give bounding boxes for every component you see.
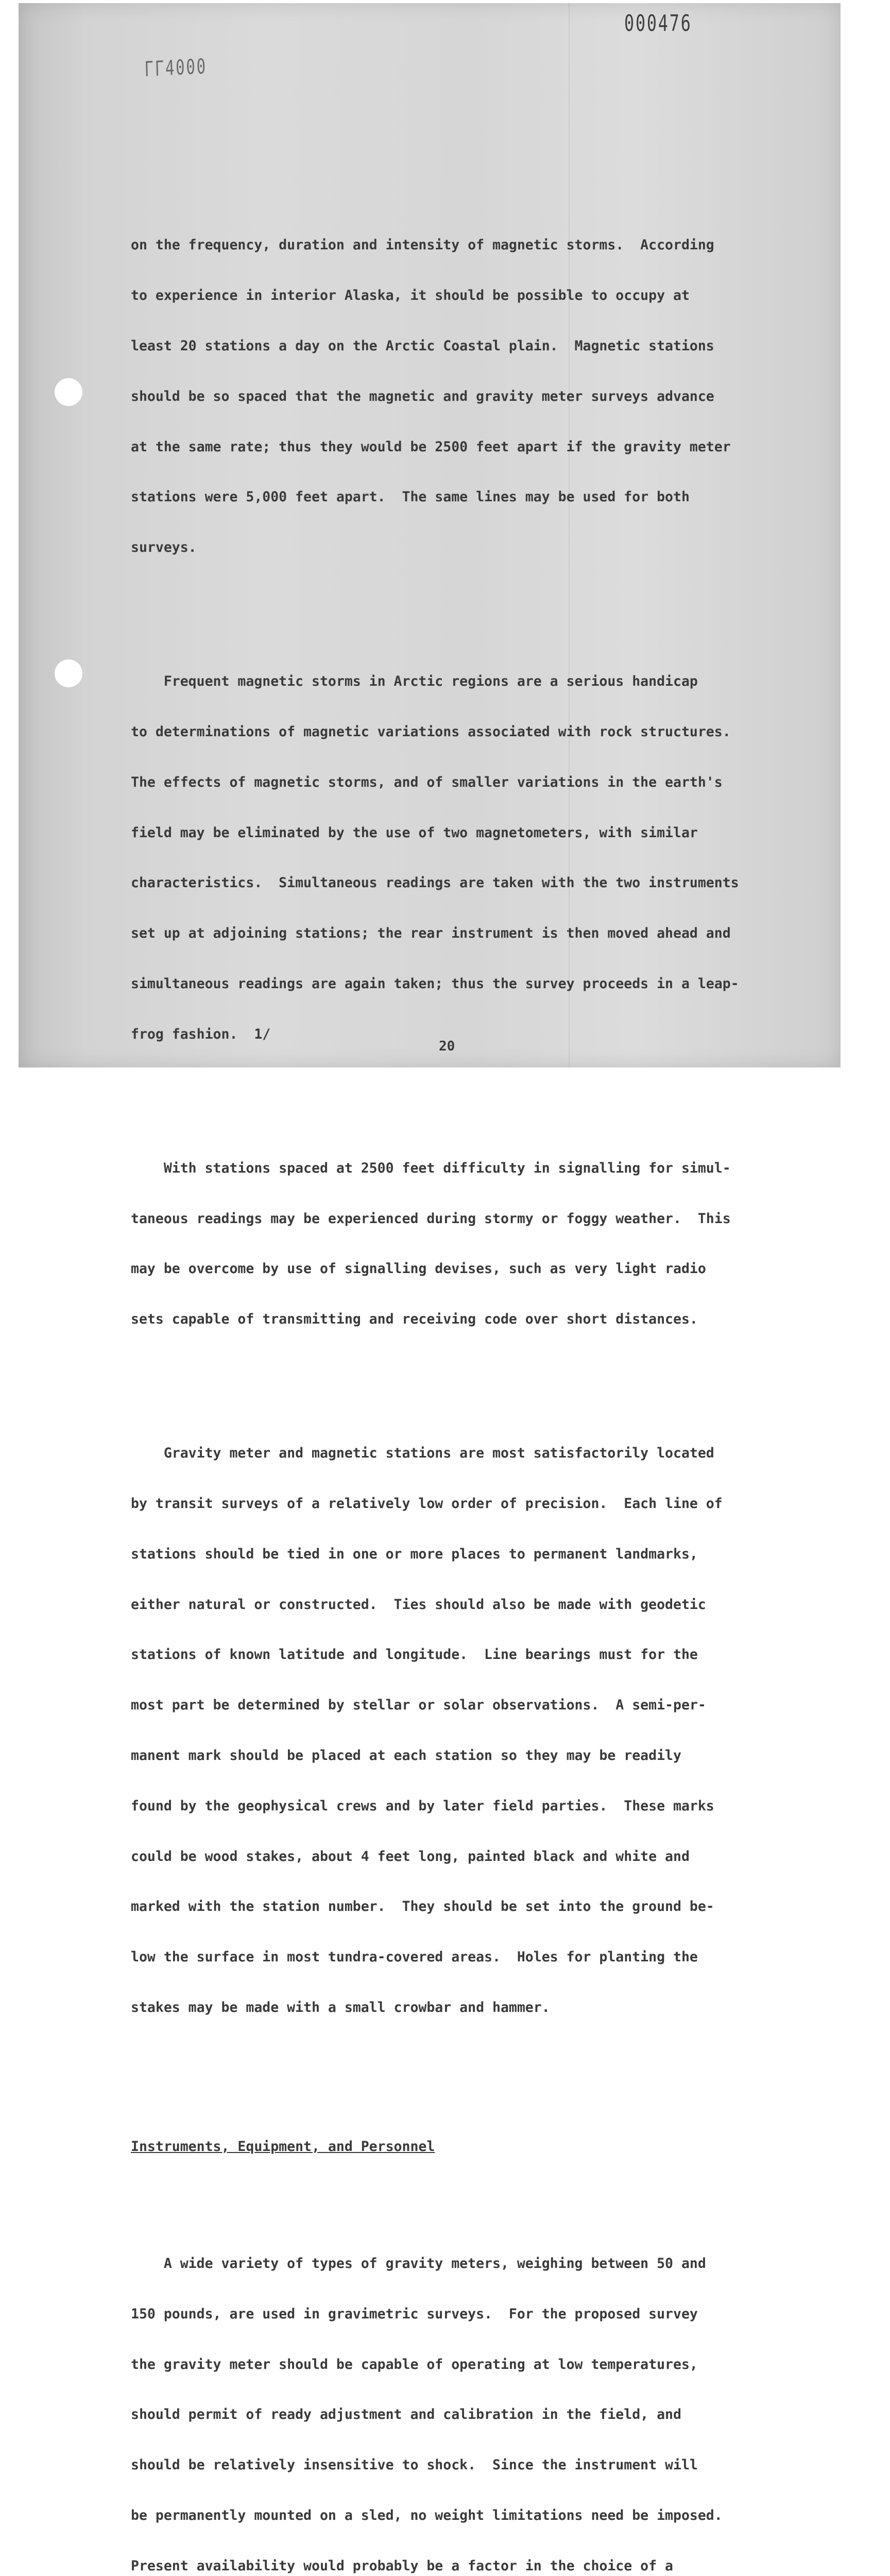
text-line: by transit surveys of a relatively low order of precision. Each line of <box>131 1496 723 1512</box>
text-line: set up at adjoining stations; the rear instrument is then moved ahead and <box>131 925 731 942</box>
text-line: on the frequency, duration and intensity of magnetic storms. According <box>131 237 714 253</box>
text-line: surveys. <box>131 539 197 556</box>
text-line: least 20 stations a day on the Arctic Coastal plain. Magnetic stations <box>131 337 714 354</box>
text-line: Present availability would probably be a factor in the choice of a <box>131 2557 673 2574</box>
text-line: Gravity meter and magnetic stations are most satisfactorily located <box>131 1445 714 1462</box>
text-line: simultaneous readings are again taken; thus the survey proceeds in a leap- <box>131 975 739 992</box>
punch-hole <box>55 659 82 687</box>
text-line: Frequent magnetic storms in Arctic regions are a serious handicap <box>131 673 698 690</box>
text-line: to determinations of magnetic variations associated with rock structures. <box>131 724 731 740</box>
section-heading: Instruments, Equipment, and Personnel <box>131 2138 435 2155</box>
text-line: 150 pounds, are used in gravimetric surveys. For the proposed survey <box>131 2306 698 2322</box>
paragraph-3 <box>131 1127 800 1362</box>
text-line: could be wood stakes, about 4 feet long, painted black and white and <box>131 1848 690 1865</box>
text-line: stakes may be made with a small crowbar and hammer. <box>131 1999 550 2015</box>
text-line: to experience in interior Alaska, it should be possible to occupy at <box>131 287 690 304</box>
paragraph-5 <box>131 2222 800 2576</box>
text-line: sets capable of transmitting and receiving code over short distances. <box>131 1311 698 1328</box>
text-line: stations of known latitude and longitude. Line bearings must for the <box>131 1647 698 1663</box>
text-line: at the same rate; thus they would be 2500 feet apart if the gravity meter <box>131 438 731 455</box>
text-line: frog fashion. 1/ <box>131 1026 271 1042</box>
text-line: should permit of ready adjustment and calibration in the field, and <box>131 2406 681 2423</box>
paragraph-2 <box>131 640 800 1076</box>
text-line: may be overcome by use of signalling devises, such as very light radio <box>131 1261 706 1277</box>
text-line: be permanently mounted on a sled, no weight limitations need be imposed. <box>131 2507 723 2523</box>
text-line: the gravity meter should be capable of operating at low temperatures, <box>131 2356 698 2372</box>
text-line: field may be eliminated by the use of two magnetometers, with similar <box>131 824 698 841</box>
text-line: With stations spaced at 2500 feet difficulty in signalling for simul- <box>131 1160 731 1176</box>
text-line: should be relatively insensitive to shock. Since the instrument will <box>131 2457 698 2473</box>
text-line: found by the geophysical crews and by later field parties. These marks <box>131 1798 714 1814</box>
text-line: marked with the station number. They should be set into the ground be- <box>131 1899 714 1915</box>
text-line: The effects of magnetic storms, and of smaller variations in the earth's <box>131 774 723 790</box>
punch-hole <box>55 378 82 406</box>
text-line: manent mark should be placed at each station so they may be readily <box>131 1748 681 1764</box>
text-line: either natural or constructed. Ties should also be made with geodetic <box>131 1596 706 1613</box>
paragraph-4 <box>131 1412 800 2050</box>
faded-stamp: ГГ4000 <box>144 55 208 81</box>
paragraph-1 <box>131 204 800 590</box>
text-line: most part be determined by stellar or solar observations. A semi-per- <box>131 1697 706 1714</box>
text-line: characteristics. Simultaneous readings are taken with the two instruments <box>131 875 739 891</box>
text-line: low the surface in most tundra-covered areas. Holes for planting the <box>131 1949 698 1965</box>
text-line: stations should be tied in one or more places to permanent landmarks, <box>131 1546 698 1562</box>
document-body <box>131 170 800 2576</box>
text-line: taneous readings may be experienced during stormy or foggy weather. This <box>131 1210 731 1227</box>
text-line: A wide variety of types of gravity meters, weighing between 50 and <box>131 2256 706 2272</box>
document-number-stamp: 000476 <box>624 10 692 37</box>
text-line: stations were 5,000 feet apart. The same lines may be used for both <box>131 489 690 505</box>
text-line: should be so spaced that the magnetic and gravity meter surveys advance <box>131 388 714 404</box>
page-number: 20 <box>439 1039 455 1054</box>
